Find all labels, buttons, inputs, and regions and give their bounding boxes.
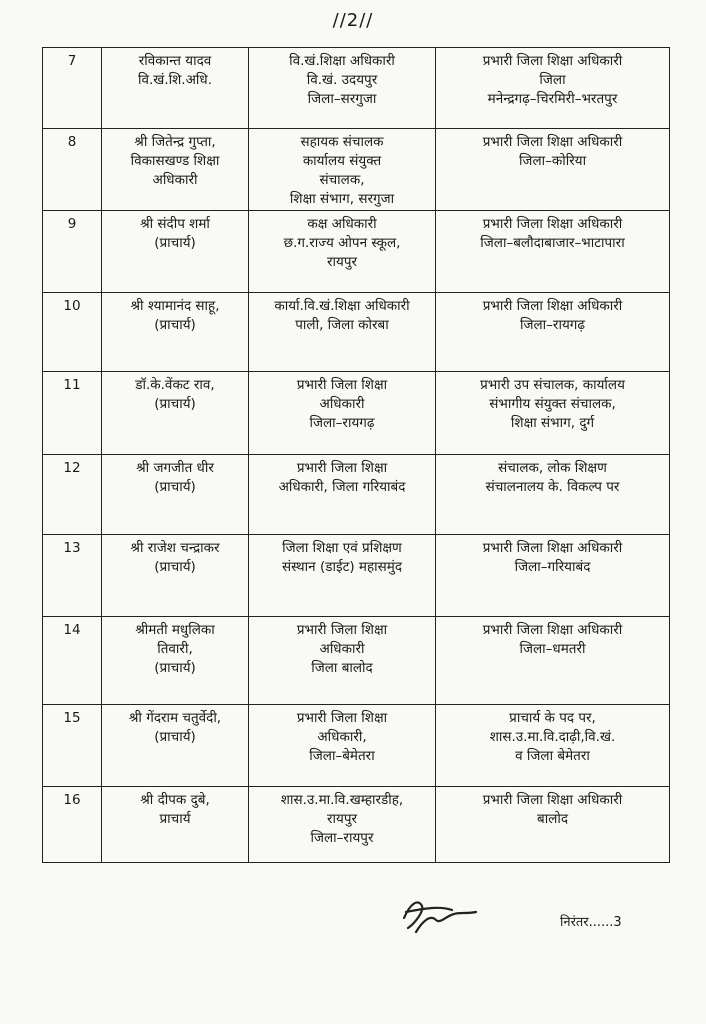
serial-number: 13 bbox=[43, 535, 102, 617]
table-row bbox=[43, 293, 670, 372]
current-post: कार्या.वि.खं.शिक्षा अधिकारी पाली, जिला कोरबा bbox=[249, 293, 436, 372]
serial-number: 11 bbox=[43, 372, 102, 455]
serial-number: 15 bbox=[43, 705, 102, 787]
current-post: सहायक संचालक कार्यालय संयुक्त संचालक, शिक्षा संभाग, सरगुजा bbox=[249, 129, 436, 211]
new-post: प्रभारी जिला शिक्षा अधिकारी बालोद bbox=[436, 787, 670, 863]
table-row bbox=[43, 787, 670, 863]
table-row bbox=[43, 211, 670, 293]
serial-number: 7 bbox=[43, 48, 102, 129]
officer-name: श्री दीपक दुबे, प्राचार्य bbox=[102, 787, 249, 863]
new-post: प्रभारी उप संचालक, कार्यालय संभागीय संयुक्त संचालक, शिक्षा संभाग, दुर्ग bbox=[436, 372, 670, 455]
table-row bbox=[43, 617, 670, 705]
new-post: प्रभारी जिला शिक्षा अधिकारी जिला–गरियाबंद bbox=[436, 535, 670, 617]
signature-mark bbox=[396, 884, 486, 944]
current-post: शास.उ.मा.वि.खम्हारडीह, रायपुर जिला–रायपुर bbox=[249, 787, 436, 863]
new-post: संचालक, लोक शिक्षण संचालनालय के. विकल्प पर bbox=[436, 455, 670, 535]
serial-number: 8 bbox=[43, 129, 102, 211]
officer-name: श्री संदीप शर्मा (प्राचार्य) bbox=[102, 211, 249, 293]
serial-number: 14 bbox=[43, 617, 102, 705]
table-row bbox=[43, 129, 670, 211]
table-row bbox=[43, 535, 670, 617]
transfer-table bbox=[42, 47, 670, 863]
continued-note: निरंतर......3 bbox=[560, 915, 622, 930]
new-post: प्रभारी जिला शिक्षा अधिकारी जिला–कोरिया bbox=[436, 129, 670, 211]
current-post: कक्ष अधिकारी छ.ग.राज्य ओपन स्कूल, रायपुर bbox=[249, 211, 436, 293]
new-post: प्रभारी जिला शिक्षा अधिकारी जिला–धमतरी bbox=[436, 617, 670, 705]
officer-name: रविकान्त यादव वि.खं.शि.अधि. bbox=[102, 48, 249, 129]
serial-number: 12 bbox=[43, 455, 102, 535]
new-post: प्रभारी जिला शिक्षा अधिकारी जिला–रायगढ़ bbox=[436, 293, 670, 372]
new-post: प्राचार्य के पद पर, शास.उ.मा.वि.दाढ़ी,वि.खं. व जिला बेमेतरा bbox=[436, 705, 670, 787]
table-row bbox=[43, 48, 670, 129]
current-post: प्रभारी जिला शिक्षा अधिकारी जिला–रायगढ़ bbox=[249, 372, 436, 455]
serial-number: 16 bbox=[43, 787, 102, 863]
table-row bbox=[43, 372, 670, 455]
page-number: //2// bbox=[332, 10, 374, 31]
officer-name: श्रीमती मधुलिका तिवारी, (प्राचार्य) bbox=[102, 617, 249, 705]
current-post: प्रभारी जिला शिक्षा अधिकारी जिला बालोद bbox=[249, 617, 436, 705]
officer-name: डॉ.के.वेंकट राव, (प्राचार्य) bbox=[102, 372, 249, 455]
current-post: प्रभारी जिला शिक्षा अधिकारी, जिला–बेमेतरा bbox=[249, 705, 436, 787]
new-post: प्रभारी जिला शिक्षा अधिकारी जिला मनेन्द्रगढ़–चिरमिरी–भरतपुर bbox=[436, 48, 670, 129]
officer-name: श्री राजेश चन्द्राकर (प्राचार्य) bbox=[102, 535, 249, 617]
serial-number: 10 bbox=[43, 293, 102, 372]
table-row bbox=[43, 455, 670, 535]
officer-name: श्री जगजीत धीर (प्राचार्य) bbox=[102, 455, 249, 535]
current-post: प्रभारी जिला शिक्षा अधिकारी, जिला गरियाबंद bbox=[249, 455, 436, 535]
current-post: वि.खं.शिक्षा अधिकारी वि.खं. उदयपुर जिला–सरगुजा bbox=[249, 48, 436, 129]
new-post: प्रभारी जिला शिक्षा अधिकारी जिला–बलौदाबाजार–भाटापारा bbox=[436, 211, 670, 293]
officer-name: श्री जितेन्द्र गुप्ता, विकासखण्ड शिक्षा अधिकारी bbox=[102, 129, 249, 211]
current-post: जिला शिक्षा एवं प्रशिक्षण संस्थान (डाईट) महासमुंद bbox=[249, 535, 436, 617]
officer-name: श्री गेंदराम चतुर्वेदी, (प्राचार्य) bbox=[102, 705, 249, 787]
serial-number: 9 bbox=[43, 211, 102, 293]
officer-name: श्री श्यामानंद साहू, (प्राचार्य) bbox=[102, 293, 249, 372]
table-row bbox=[43, 705, 670, 787]
